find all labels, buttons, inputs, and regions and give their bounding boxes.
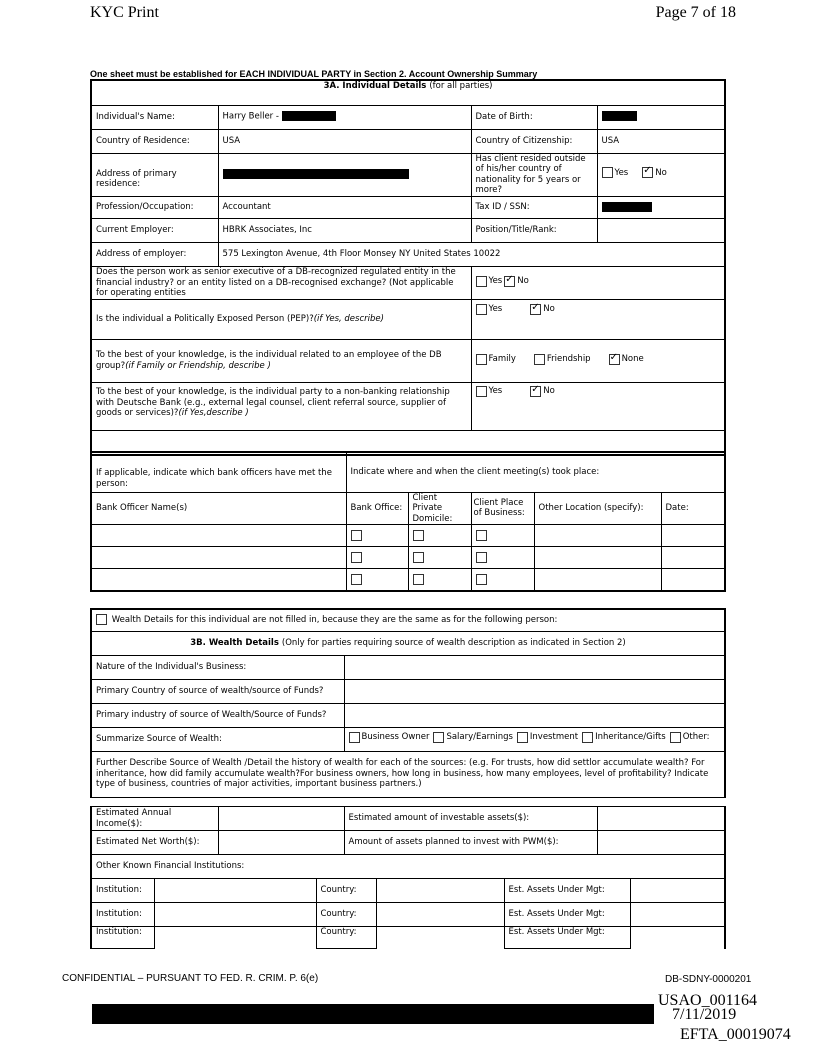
usao-number: USAO_001164 [658,992,757,1009]
senior-exec-question: Does the person work as senior executive of a DB-recognized regulated entity in the financial industry? or an entity listed on a DB-recognised exchange? (Not applicable for operating entities [91,267,471,300]
nonbank-question: To the best of your knowledge, is the individual party to a non-banking relationship with Deutsche Bank (e.g., external legal counsel, client referral source, supplier of goods or services)?(if Yes,describe ) [91,382,471,430]
emp-address-value: 575 Lexington Avenue, 4th Floor Monsey NY United States 10022 [218,243,725,267]
related-question: To the best of your knowledge, is the individual related to an employee of the DB group?(if Family or Friendship, describe ) [91,339,471,382]
institution-value[interactable] [154,879,316,903]
confidential-notice: CONFIDENTIAL – PURSUANT TO FED. R. CRIM. P. 6(e) [62,973,319,984]
col-officer-header: Bank Officer Name(s) [91,492,346,525]
place-of-business-checkbox[interactable] [476,552,487,563]
business-cell [471,547,534,569]
residence-label: Country of Residence: [91,129,218,153]
meeting-label: Indicate where and when the client meeting(s) took place: [346,452,725,492]
nonbank-options: Yes ✓ No [471,382,725,430]
date-cell[interactable] [661,547,725,569]
col-private-header: Client Private Domicile: [408,492,471,525]
col-business-header: Client Place of Business: [471,492,534,525]
source-industry-value[interactable] [344,703,725,727]
pep-no-checkbox[interactable] [530,304,541,315]
profession-label: Profession/Occupation: [91,197,218,219]
senior-exec-yes-checkbox[interactable] [476,276,487,287]
col-other-header: Other Location (specify): [534,492,661,525]
same-as-row: Wealth Details for this individual are not filled in, because they are the same as for the following person: [91,609,725,631]
private-domicile-checkbox[interactable] [413,574,424,585]
citizenship-value: USA [597,129,725,153]
senior-exec-no-checkbox[interactable] [504,276,515,287]
related-family-checkbox[interactable] [476,354,487,365]
bank-office-cell [346,547,408,569]
table-row [91,547,725,569]
resided-no-checkbox[interactable] [642,167,653,178]
planned-label: Amount of assets planned to invest with PWM($): [344,831,597,855]
redaction-block [223,169,409,179]
position-label: Position/Title/Rank: [471,219,597,243]
further-describe: Further Describe Source of Wealth /Detail the history of wealth for each of the sources: (e.g. For trusts, how did settlor accumulate wealth? For inheritance, how did family accumulate wealth?For business owners, how long in business, how many employees, level of profitability? Indicate type of business, countries of major activities, important business partners.) [91,751,725,797]
citizenship-label: Country of Citizenship: [471,129,597,153]
dob-value [597,105,725,129]
resided-options: Yes ✓ No [597,153,725,197]
nonbank-no-checkbox[interactable] [530,386,541,397]
institutions-table [90,878,726,949]
table-row [91,903,725,927]
instruction-note: One sheet must be established for EACH INDIVIDUAL PARTY in Section 2. Account Ownership Summary [90,69,538,79]
aum-label: Est. Assets Under Mgt: [504,903,630,927]
date-cell[interactable] [661,525,725,547]
private-domicile-checkbox[interactable] [413,530,424,541]
source-industry-label: Primary industry of source of Wealth/Source of Funds? [91,703,344,727]
inheritance-checkbox[interactable] [582,732,593,743]
footer-redaction-block [92,1004,654,1024]
efta-number: EFTA_00019074 [680,1026,791,1043]
redaction-block [282,111,336,121]
source-country-label: Primary Country of source of wealth/source of Funds? [91,679,344,703]
profession-value: Accountant [218,197,471,219]
name-value: Harry Beller - [218,105,471,129]
table-row [91,879,725,903]
source-country-value[interactable] [344,679,725,703]
section-3a-title: 3A. Individual Details (for all parties) [91,80,725,105]
planned-value[interactable] [597,831,725,855]
section-3b-title: 3B. Wealth Details (Only for parties requiring source of wealth description as indicated in Section 2) [91,631,725,655]
residence-value: USA [218,129,471,153]
aum-value[interactable] [630,927,725,949]
dob-label: Date of Birth: [471,105,597,129]
col-date-header: Date: [661,492,725,525]
income-value[interactable] [218,807,344,831]
individual-details-table [90,79,726,456]
private-cell [408,525,471,547]
other-location-cell[interactable] [534,525,661,547]
pep-options: Yes ✓ No [471,299,725,339]
pep-question: Is the individual a Politically Exposed Person (PEP)?(if Yes, describe) [91,299,471,339]
investment-checkbox[interactable] [517,732,528,743]
aum-label: Est. Assets Under Mgt: [504,927,630,949]
resided-yes-checkbox[interactable] [602,167,613,178]
other-location-cell[interactable] [534,569,661,591]
country-value[interactable] [376,903,504,927]
employer-value: HBRK Associates, Inc [218,219,471,243]
date-cell[interactable] [661,569,725,591]
private-cell [408,569,471,591]
institution-value[interactable] [154,903,316,927]
aum-value[interactable] [630,903,725,927]
investable-value[interactable] [597,807,725,831]
name-label: Individual's Name: [91,105,218,129]
stamp-date: 7/11/2019 [672,1006,737,1023]
nonbank-yes-checkbox[interactable] [476,386,487,397]
taxid-value [597,197,725,219]
employer-label: Current Employer: [91,219,218,243]
taxid-label: Tax ID / SSN: [471,197,597,219]
place-of-business-checkbox[interactable] [476,574,487,585]
bank-office-checkbox[interactable] [351,552,362,563]
aum-label: Est. Assets Under Mgt: [504,879,630,903]
aum-value[interactable] [630,879,725,903]
country-label: Country: [316,927,376,949]
address-label: Address of primary residence: [91,153,218,197]
private-cell [408,547,471,569]
business-owner-checkbox[interactable] [349,732,360,743]
emp-address-label: Address of employer: [91,243,218,267]
other-location-cell[interactable] [534,547,661,569]
institution-label: Institution: [91,927,154,949]
other-checkbox[interactable] [670,732,681,743]
table-row [91,525,725,547]
institution-value[interactable] [154,927,316,949]
summarize-label: Summarize Source of Wealth: [91,727,344,751]
header-left: KYC Print [90,4,159,21]
wealth-figures-table [90,806,726,879]
salary-checkbox[interactable] [433,732,444,743]
income-label: Estimated Annual Income($): [91,807,218,831]
country-value[interactable] [376,879,504,903]
other-fi-label: Other Known Financial Institutions: [91,855,725,879]
institution-label: Institution: [91,903,154,927]
bank-office-checkbox[interactable] [351,530,362,541]
officer-name-cell[interactable] [91,547,346,569]
related-friendship-checkbox[interactable] [534,354,545,365]
bates-number: DB-SDNY-0000201 [665,974,752,985]
bank-officers-table [90,451,726,592]
nature-label: Nature of the Individual's Business: [91,655,344,679]
col-bank-office-header: Bank Office: [346,492,408,525]
header-page-number: Page 7 of 18 [655,4,736,21]
table-row [91,927,725,949]
pep-yes-checkbox[interactable] [476,304,487,315]
redaction-block [602,111,637,121]
summarize-options: Business Owner Salary/Earnings Investment Inheritance/Gifts Other: [344,727,725,751]
table-row [91,569,725,591]
networth-value[interactable] [218,831,344,855]
senior-exec-options: Yes ✓ No [471,267,725,300]
address-value [218,153,471,197]
redaction-block [602,202,652,212]
country-value[interactable] [376,927,504,949]
position-value [597,219,725,243]
business-cell [471,569,534,591]
country-label: Country: [316,879,376,903]
related-options: Family Friendship ✓ None [471,339,725,382]
bank-office-cell [346,569,408,591]
place-of-business-checkbox[interactable] [476,530,487,541]
institution-label: Institution: [91,879,154,903]
resided-question: Has client resided outside of his/her country of nationality for 5 years or more? [471,153,597,197]
country-label: Country: [316,903,376,927]
same-as-checkbox[interactable] [96,614,107,625]
bank-office-cell [346,525,408,547]
nature-value[interactable] [344,655,725,679]
officer-name-cell[interactable] [91,525,346,547]
bank-office-checkbox[interactable] [351,574,362,585]
officer-name-cell[interactable] [91,569,346,591]
business-cell [471,525,534,547]
networth-label: Estimated Net Worth($): [91,831,218,855]
related-none-checkbox[interactable] [609,354,620,365]
investable-label: Estimated amount of investable assets($): [344,807,597,831]
officers-label: If applicable, indicate which bank officers have met the person: [91,452,346,492]
private-domicile-checkbox[interactable] [413,552,424,563]
wealth-details-table [90,608,726,798]
